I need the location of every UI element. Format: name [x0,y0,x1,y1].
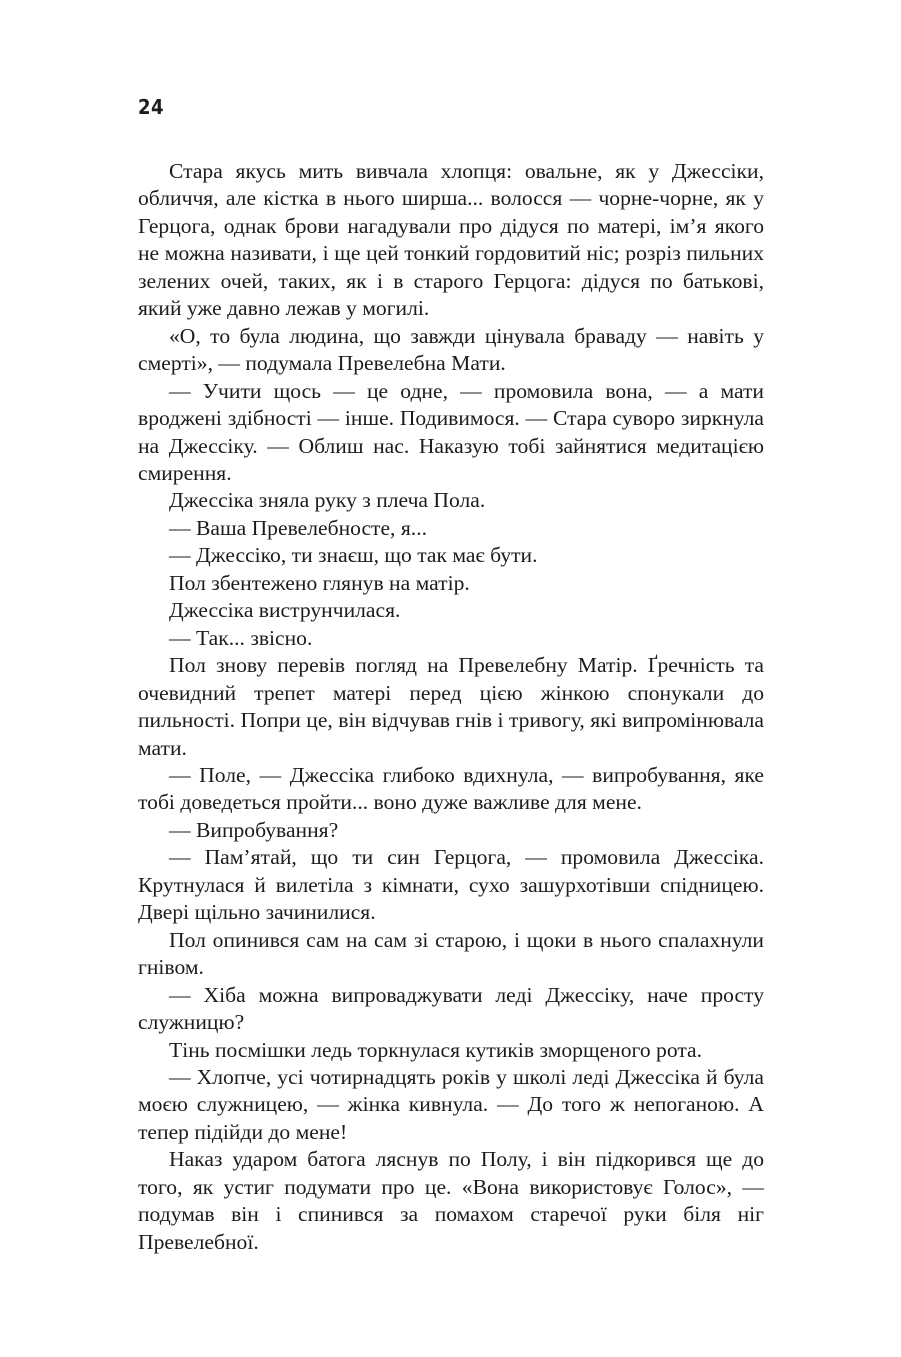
body-text [138,158,764,1256]
page-number: 24 [138,95,165,119]
paragraph: — Хіба можна випроваджувати леді Джессіку, наче просту служницю? [138,982,764,1035]
paragraph: Пол опинився сам на сам зі старою, і щоки в нього спалахнули гнівом. [138,927,764,980]
paragraph: Наказ ударом батога ляснув по Полу, і він підкорився ще до того, як устиг подумати про це. «Вона використовує Голос», — подумав він і спинився за помахом старечої руки біля ніг Превелебної. [138,1147,764,1254]
paragraph: — Учити щось — це одне, — промовила вона, — а мати вроджені здібності — інше. Подивимося. — Стара суворо зиркнула на Джессіку. — Облиш нас. Наказую тобі зайнятися медитацією смирення. [138,378,764,485]
paragraph: Пол збентежено глянув на матір. [169,570,470,595]
paragraph: Тінь посмішки ледь торкнулася кутиків зморщеного рота. [169,1037,703,1062]
paragraph: Джессіка зняла руку з плеча Пола. [169,488,486,513]
paragraph: — Пам’ятай, що ти син Герцога, — промовила Джессіка. Крутнулася й вилетіла з кімнати, сухо зашурхотівши спідницею. Двері щільно зачинилися. [138,845,764,925]
paragraph: — Ваша Превелебносте, я... [169,515,427,540]
paragraph: — Хлопче, усі чотирнадцять років у школі леді Джессіка й була моєю служницею, — жінка кивнула. — До того ж непоганою. А тепер підійди до мене! [138,1064,764,1144]
paragraph: Пол знову перевів погляд на Превелебну Матір. Ґречність та очевидний трепет матері перед цією жінкою спонукали до пильності. Попри це, він відчував гнів і тривогу, які випромінювала мати. [138,653,764,760]
paragraph: Джессіка виструнчилася. [169,598,401,623]
paragraph: — Джессіко, ти знаєш, що так має бути. [169,543,538,568]
paragraph: — Так... звісно. [169,625,313,650]
paragraph: Стара якусь мить вивчала хлопця: овальне, як у Джессіки, обличчя, але кістка в нього ширша... волосся — чорне-чорне, як у Герцога, однак брови нагадували про дідуся по матері, ім’я якого не можна називати, і ще цей тонкий гордовитий ніс; розріз пильних зелених очей, таких, як і в старого Герцога: дідуся по батькові, який уже давно лежав у могилі. [138,159,764,321]
paragraph: — Випробування? [169,817,339,842]
paragraph: — Поле, — Джессіка глибоко вдихнула, — випробування, яке тобі доведеться пройти... воно дуже важливе для мене. [138,762,764,815]
paragraph: «О, то була людина, що завжди цінувала браваду — навіть у смерті», — подумала Превелебна Мати. [138,323,764,376]
